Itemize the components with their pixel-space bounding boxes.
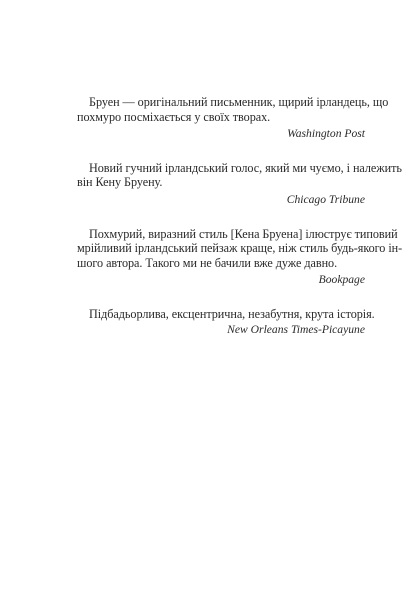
blurb-source: New Orleans Times-Picayune (227, 322, 365, 336)
blurb-text (77, 160, 402, 190)
blurb-source: Bookpage (318, 273, 365, 287)
blurb-line: шого автора. Такого ми не бачили вже дуже давно. (77, 255, 338, 270)
blurbs-column (77, 95, 403, 356)
blurb-chicago-tribune (77, 160, 402, 208)
blurb-text (77, 226, 403, 271)
blurb-source: Washington Post (287, 127, 365, 141)
blurb-source: Chicago Tribune (286, 192, 365, 206)
blurb-new-orleans-times-picayune (77, 306, 375, 337)
blurb-text (77, 95, 389, 124)
blurb-line: Бруен — оригінальний письменник, щирий ірландець, що (89, 95, 389, 109)
blurb-line: похмуро посміхається у своїх творах. (77, 109, 271, 124)
blurb-washington-post (77, 95, 389, 142)
blurb-line: Похмурий, виразний стиль [Кена Бруена] ілюструє типовий (89, 226, 398, 241)
blurb-line: Новий гучний ірландський голос, який ми чуємо, і належить (89, 160, 402, 175)
blurb-line: він Кену Бруену. (77, 175, 163, 190)
blurb-line: мрійливий ірландський пейзаж краще, ніж стиль будь-якого ін- (77, 241, 403, 256)
blurb-bookpage (77, 226, 403, 288)
blurb-line: Підбадьорлива, ексцентрична, незабутня, крута історія. (89, 306, 375, 321)
blurb-text (77, 306, 375, 322)
